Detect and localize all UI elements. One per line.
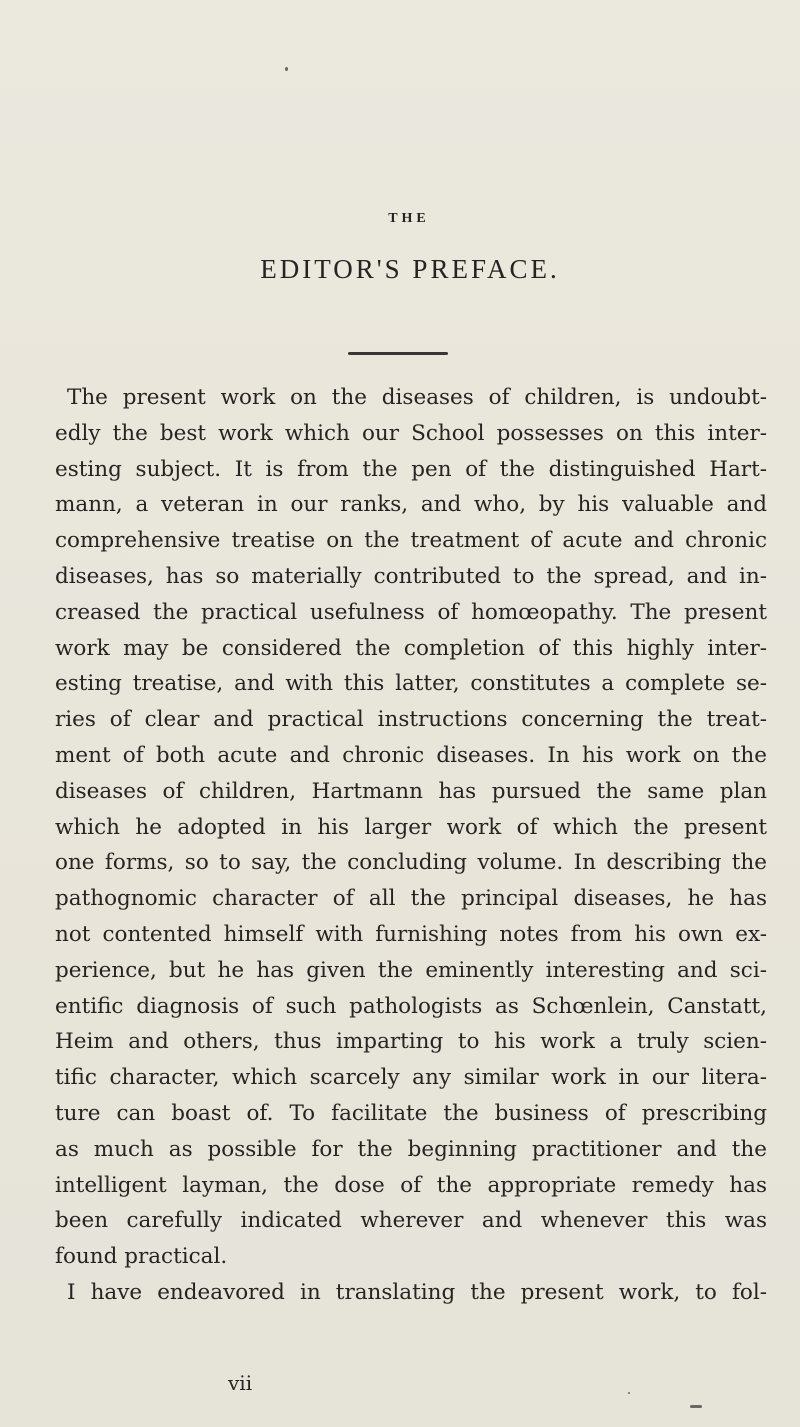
text-line: ture can boast of. To facilitate the business of prescribing [55, 1100, 767, 1126]
text-line: esting subject. It is from the pen of the distinguished Hart- [55, 456, 767, 482]
text-line: creased the practical usefulness of homœopathy. The present [55, 599, 767, 625]
text-line: one forms, so to say, the concluding volume. In describing the [55, 850, 767, 876]
text-line: tific character, which scarcely any similar work in our litera- [55, 1065, 767, 1091]
text-line: entific diagnosis of such pathologists as Schœnlein, Canstatt, [55, 993, 767, 1019]
text-line: esting treatise, and with this latter, constitutes a complete se- [55, 671, 767, 697]
preface-paragraph [55, 380, 767, 1311]
text-line: comprehensive treatise on the treatment of acute and chronic [55, 528, 767, 554]
text-line: intelligent layman, the dose of the appropriate remedy has [55, 1172, 767, 1198]
title-rule [348, 352, 448, 355]
heading-the: THE [388, 211, 430, 226]
text-line: perience, but he has given the eminently interesting and sci- [55, 957, 767, 983]
text-line: pathognomic character of all the principal diseases, he has [55, 886, 767, 912]
text-line: work may be considered the completion of this highly inter- [55, 635, 767, 661]
paper-speck [690, 1405, 702, 1408]
text-line: not contented himself with furnishing notes from his own ex- [55, 921, 767, 947]
text-line: mann, a veteran in our ranks, and who, by his valuable and [55, 492, 767, 518]
text-line: been carefully indicated wherever and whenever this was [55, 1208, 767, 1234]
text-line: diseases of children, Hartmann has pursued the same plan [55, 778, 767, 804]
text-line: The present work on the diseases of children, is undoubt- [67, 385, 767, 410]
text-line: diseases, has so materially contributed to the spread, and in- [55, 563, 767, 589]
text-line: ment of both acute and chronic diseases. In his work on the [55, 742, 767, 768]
text-line: I have endeavored in translating the present work, to fol- [67, 1279, 767, 1305]
text-line: Heim and others, thus imparting to his work a truly scien- [55, 1029, 767, 1055]
text-line: which he adopted in his larger work of which the present [55, 814, 767, 840]
text-line: as much as possible for the beginning practitioner and the [55, 1136, 767, 1162]
text-line: edly the best work which our School possesses on this inter- [55, 420, 767, 446]
text-line: found practical. [55, 1244, 228, 1270]
paper-speck [285, 67, 288, 71]
paper-speck [628, 1392, 630, 1394]
text-line: ries of clear and practical instructions concerning the treat- [55, 707, 767, 733]
page-title: EDITOR'S PREFACE. [260, 254, 560, 284]
page-number: vii [228, 1371, 253, 1395]
